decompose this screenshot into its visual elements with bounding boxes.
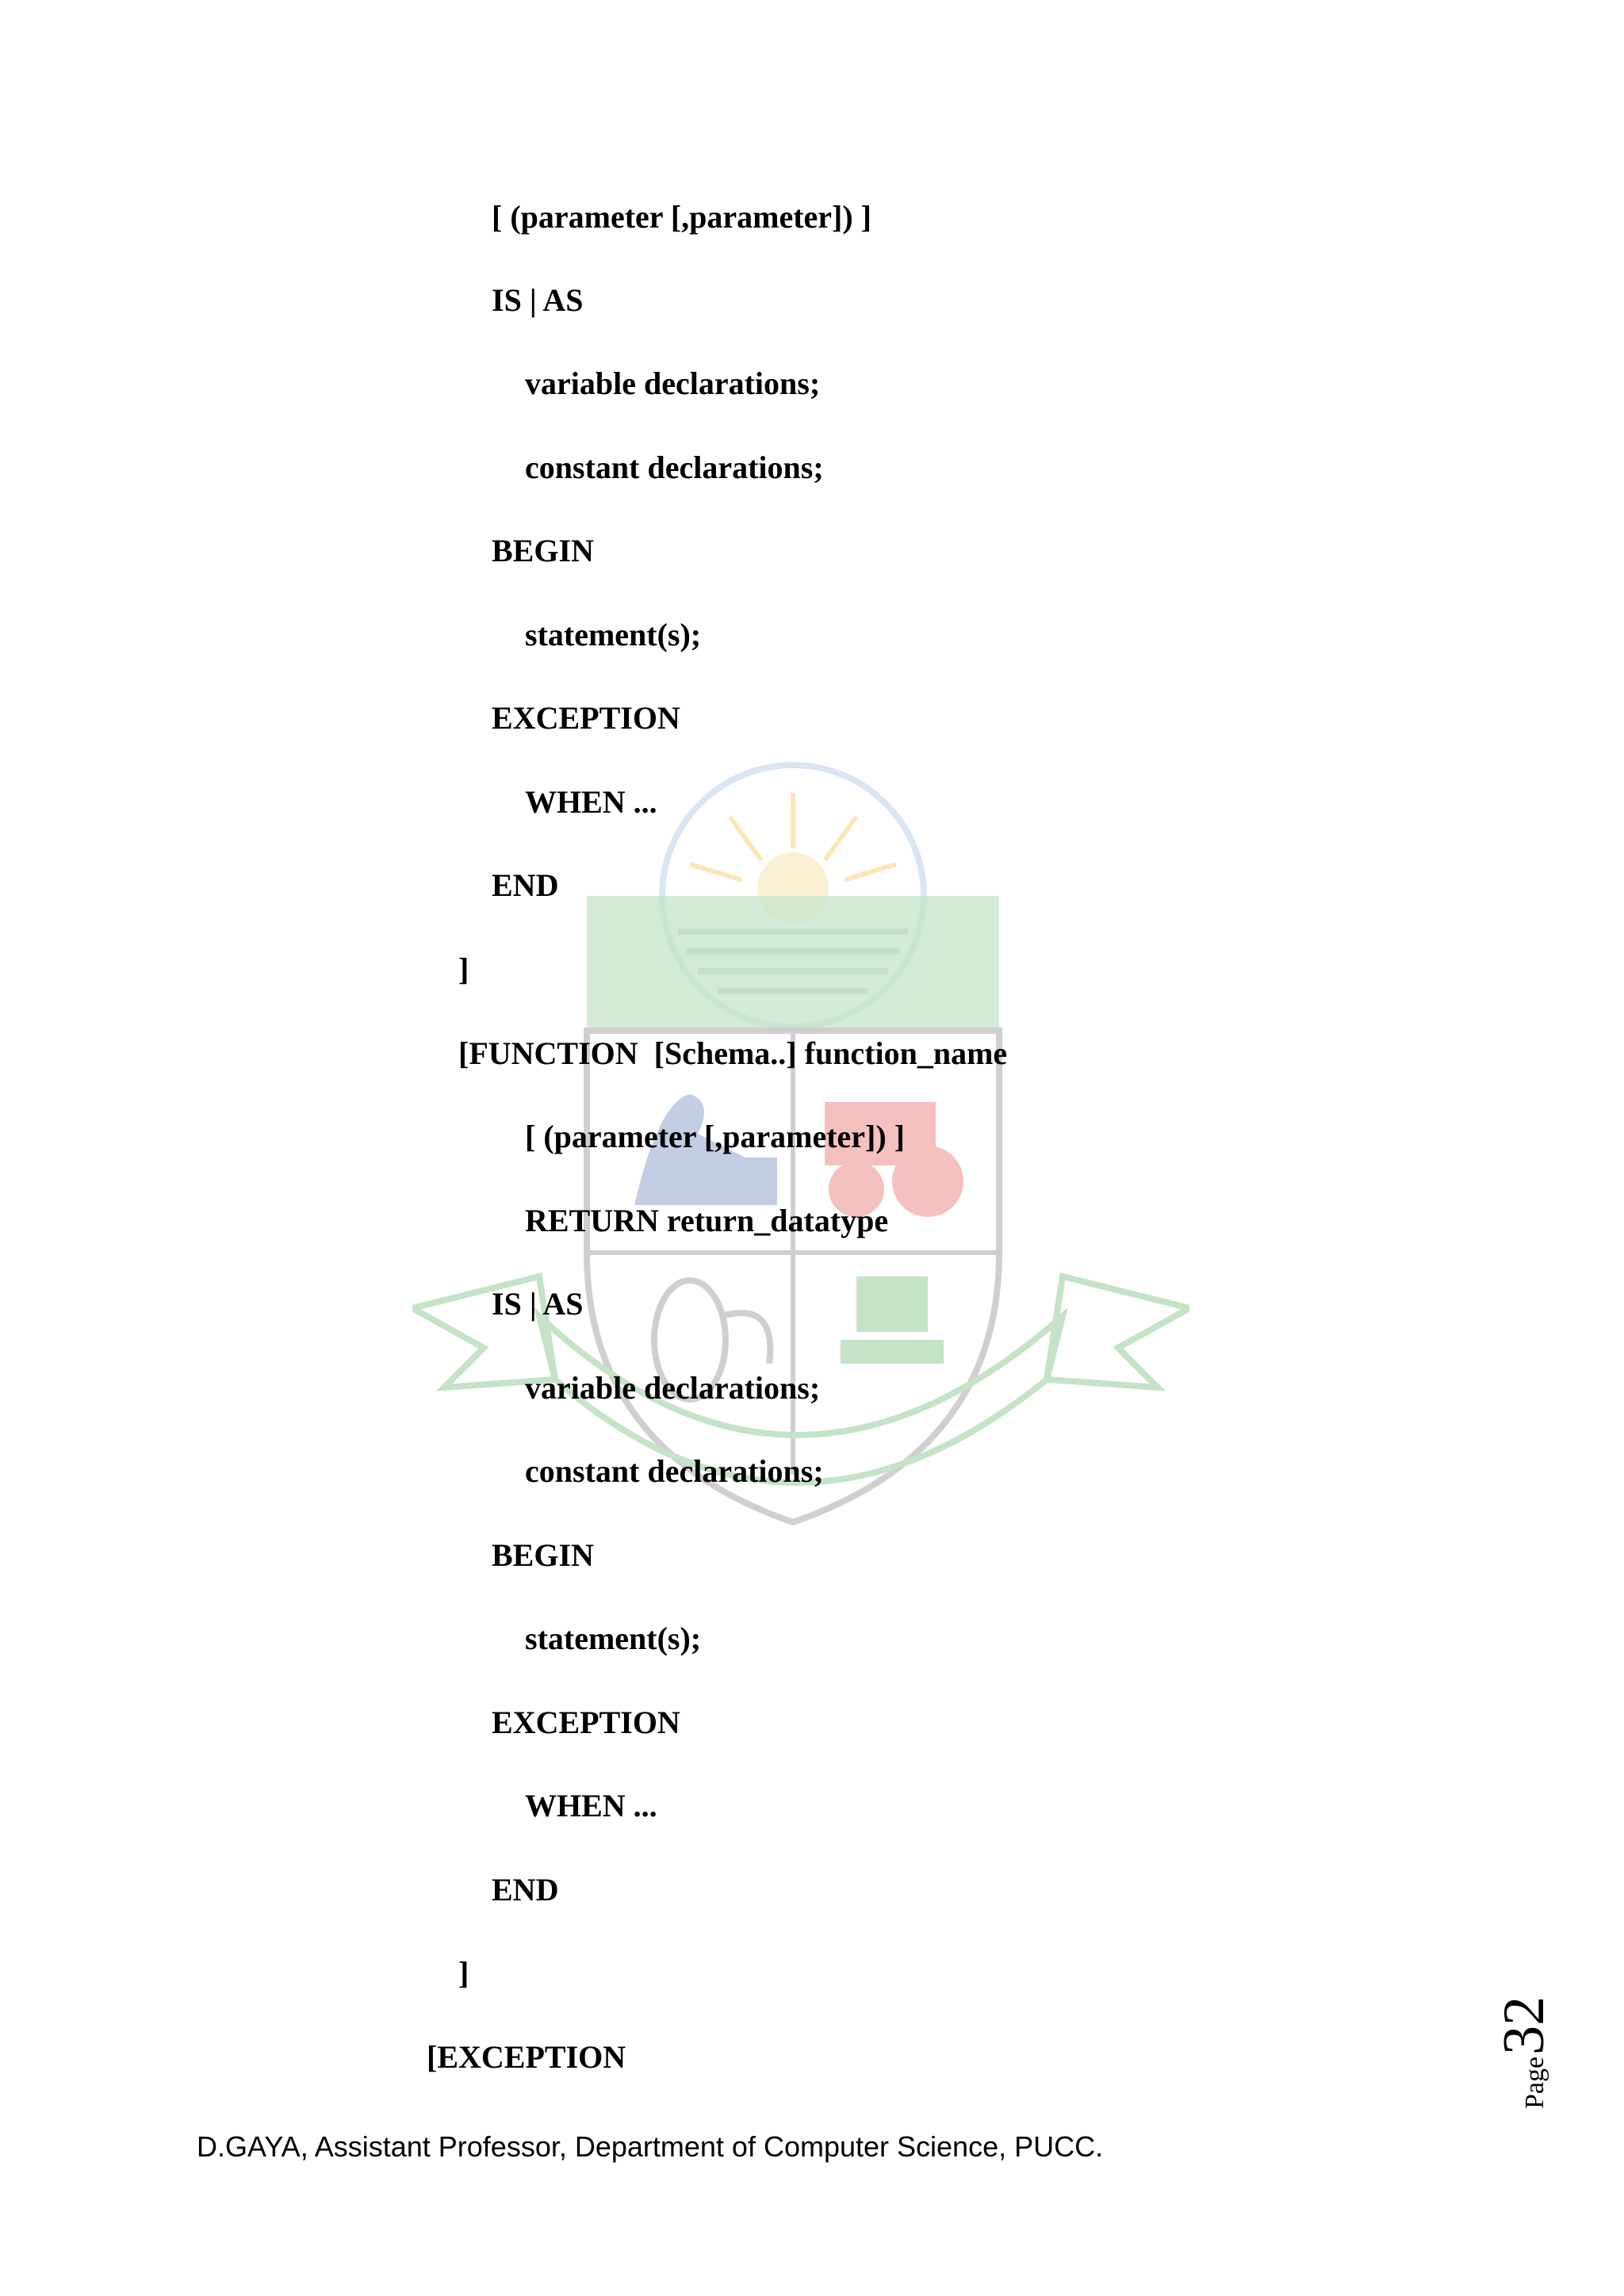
code-line: ] xyxy=(458,951,469,987)
code-line: IS | AS xyxy=(492,282,584,318)
code-line: END xyxy=(492,1872,559,1908)
code-line: variable declarations; xyxy=(525,365,821,401)
code-line: BEGIN xyxy=(492,533,594,568)
code-line: END xyxy=(492,867,559,903)
code-line: [ (parameter [,parameter]) ] xyxy=(525,1119,906,1154)
code-line: ] xyxy=(458,1955,469,1991)
code-line: statement(s); xyxy=(525,617,702,652)
page-number xyxy=(1491,1982,1562,2109)
code-line: constant declarations; xyxy=(525,450,824,485)
code-line: statement(s); xyxy=(525,1621,702,1656)
code-line: WHEN ... xyxy=(525,1788,657,1823)
code-line: [ (parameter [,parameter]) ] xyxy=(492,199,872,235)
code-line: BEGIN xyxy=(492,1537,594,1573)
code-line: EXCEPTION xyxy=(492,1705,680,1740)
code-line: IS | AS xyxy=(492,1286,584,1322)
code-line: [EXCEPTION xyxy=(427,2039,626,2075)
code-line: variable declarations; xyxy=(525,1370,821,1406)
page-footer: D.GAYA, Assistant Professor, Department of Computer Science, PUCC. xyxy=(197,2130,1104,2163)
code-line: WHEN ... xyxy=(525,784,657,820)
code-line: RETURN return_datatype xyxy=(525,1203,889,1238)
code-line: [FUNCTION [Schema..] function_name xyxy=(458,1035,1008,1071)
page-number-value: 32 xyxy=(1492,1996,1557,2055)
code-line: constant declarations; xyxy=(525,1453,824,1489)
page-number-label: Page xyxy=(1520,2056,1549,2109)
code-line: EXCEPTION xyxy=(492,700,680,736)
